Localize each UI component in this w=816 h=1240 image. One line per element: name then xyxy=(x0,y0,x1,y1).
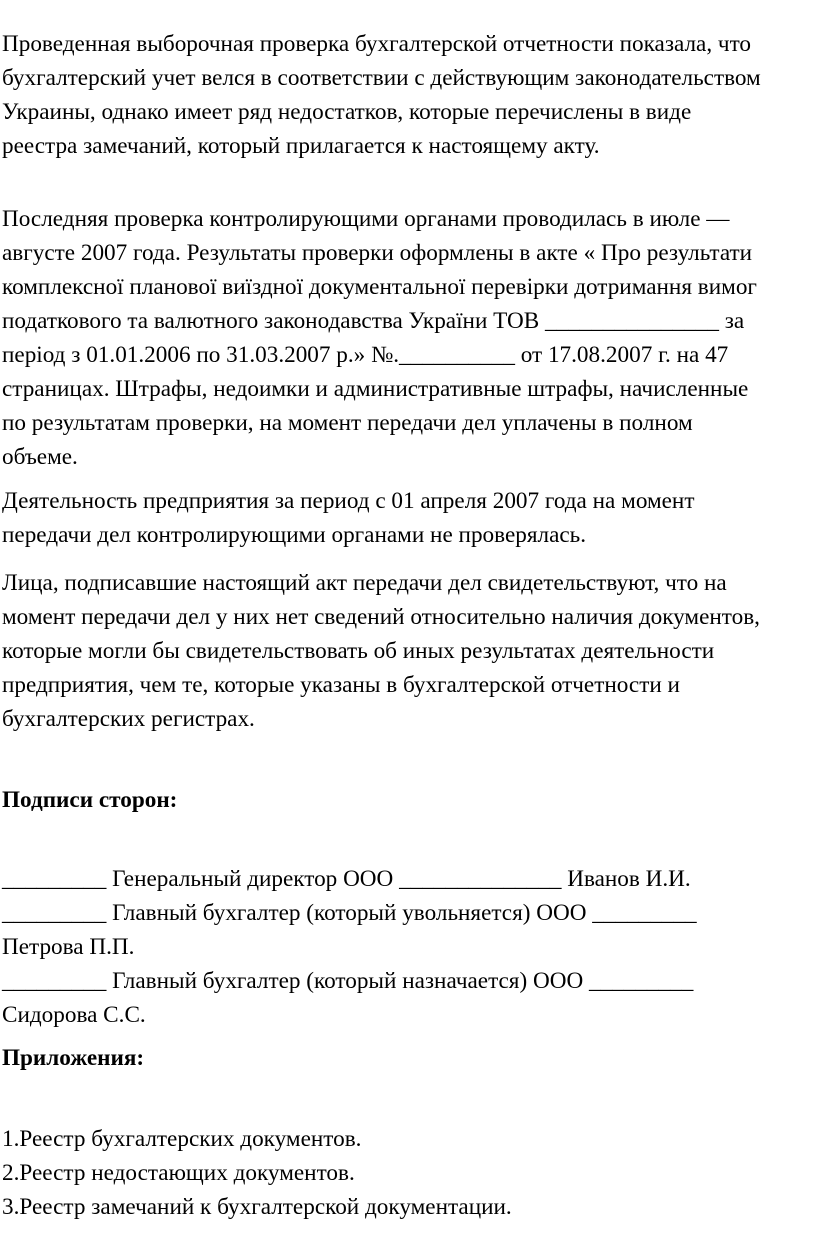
signature-line: _________ Генеральный директор ООО ______________ Иванов И.И. xyxy=(2,866,691,892)
text-line: Лица, подписавшие настоящий акт передачи дел свидетельствуют, что на xyxy=(2,570,727,596)
text-line: предприятия, чем те, которые указаны в бухгалтерской отчетности и xyxy=(2,672,680,698)
text-line: Проведенная выборочная проверка бухгалтерской отчетности показала, что xyxy=(2,31,752,57)
signature-line: Сидорова С.С. xyxy=(2,1002,146,1028)
signature-line: _________ Главный бухгалтер (который назначается) ООО _________ xyxy=(2,968,694,994)
text-line: період з 01.01.2006 по 31.03.2007 р.» №.__________ от 17.08.2007 г. на 47 xyxy=(2,342,729,368)
signatures-heading: Подписи сторон: xyxy=(2,787,178,813)
text-line: Последняя проверка контролирующими органами проводилась в июле — xyxy=(2,206,730,232)
list-item: 3.Реестр замечаний к бухгалтерской документации. xyxy=(2,1194,512,1220)
paragraph-last-inspection xyxy=(2,202,814,474)
paragraph-signatories-statement xyxy=(2,566,814,736)
appendices-heading: Приложения: xyxy=(2,1045,145,1071)
text-line: реестра замечаний, который прилагается к настоящему акту. xyxy=(2,133,600,159)
paragraph-activity-period xyxy=(2,484,814,552)
appendices-list xyxy=(2,1122,814,1224)
list-item: 2.Реестр недостающих документов. xyxy=(2,1160,355,1186)
signatures-block xyxy=(2,862,814,1032)
text-line: комплексної планової виїздної документальної перевірки дотримання вимог xyxy=(2,274,757,300)
text-line: момент передачи дел у них нет сведений относительно наличия документов, xyxy=(2,604,760,630)
signature-line: Петрова П.П. xyxy=(2,934,135,960)
list-item: 1.Реестр бухгалтерских документов. xyxy=(2,1126,362,1152)
text-line: податкового та валютного законодавства України ТОВ _______________ за xyxy=(2,308,745,334)
text-line: бухгалтерский учет велся в соответствии с действующим законодательством xyxy=(2,65,761,91)
text-line: по результатам проверки, на момент передачи дел уплачены в полном xyxy=(2,410,693,436)
text-line: которые могли бы свидетельствовать об иных результатах деятельности xyxy=(2,638,715,664)
text-line: объеме. xyxy=(2,444,78,470)
signature-line: _________ Главный бухгалтер (который увольняется) ООО _________ xyxy=(2,900,697,926)
text-line: бухгалтерских регистрах. xyxy=(2,706,255,732)
text-line: Украины, однако имеет ряд недостатков, которые перечислены в виде xyxy=(2,99,692,125)
text-line: передачи дел контролирующими органами не проверялась. xyxy=(2,522,587,548)
paragraph-audit-result xyxy=(2,27,814,163)
text-line: страницах. Штрафы, недоимки и административные штрафы, начисленные xyxy=(2,376,749,402)
text-line: Деятельность предприятия за период с 01 апреля 2007 года на момент xyxy=(2,488,695,514)
text-line: августе 2007 года. Результаты проверки оформлены в акте « Про результати xyxy=(2,240,753,266)
